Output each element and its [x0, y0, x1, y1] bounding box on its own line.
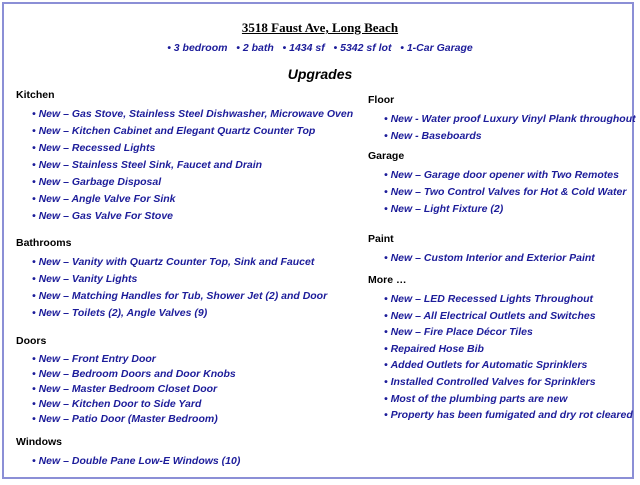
list-item: • New – Light Fixture (2): [384, 201, 626, 218]
list-item: • New – Front Entry Door: [32, 352, 236, 367]
list-item: • New – Two Control Valves for Hot & Cold Water: [384, 184, 626, 201]
item-list: [368, 111, 636, 145]
list-item: • Added Outlets for Automatic Sprinklers: [384, 357, 633, 374]
list-item: • New – Garbage Disposal: [32, 174, 353, 191]
list-item: • New – Bedroom Doors and Door Knobs: [32, 367, 236, 382]
list-item: • New – Toilets (2), Angle Valves (9): [32, 305, 327, 322]
section-garage: [368, 150, 626, 218]
list-item: • Repaired Hose Bib: [384, 341, 633, 358]
section-floor: [368, 94, 636, 145]
item-list: [16, 453, 240, 470]
section-bathrooms: [16, 237, 327, 322]
item-list: [368, 167, 626, 218]
item-list: [16, 254, 327, 322]
list-item: • New – Garage door opener with Two Remotes: [384, 167, 626, 184]
property-address: 3518 Faust Ave, Long Beach: [241, 20, 399, 35]
upgrades-heading: Upgrades: [287, 66, 353, 82]
section-more: [368, 274, 633, 424]
section-title: More …: [368, 274, 407, 286]
item-list: [368, 250, 595, 267]
section-title: Garage: [368, 150, 405, 162]
section-kitchen: [16, 89, 353, 225]
section-title: Doors: [16, 335, 47, 347]
list-item: • New – Kitchen Door to Side Yard: [32, 397, 236, 412]
list-item: • Property has been fumigated and dry rot cleared: [384, 407, 633, 424]
list-item: • New - Water proof Luxury Vinyl Plank throughout: [384, 111, 636, 128]
list-item: • New – Recessed Lights: [32, 140, 353, 157]
section-title: Paint: [368, 233, 394, 245]
spec-garage: • 1-Car Garage: [400, 42, 473, 54]
list-item: • New – Angle Valve For Sink: [32, 191, 353, 208]
list-item: • New – Custom Interior and Exterior Paint: [384, 250, 595, 267]
list-item: • Installed Controlled Valves for Sprinklers: [384, 374, 633, 391]
list-item: • New - Baseboards: [384, 128, 636, 145]
section-title: Bathrooms: [16, 237, 72, 249]
spec-lot-size: • 5342 sf lot: [333, 42, 392, 54]
list-item: • New – Gas Stove, Stainless Steel Dishwasher, Microwave Oven: [32, 106, 353, 123]
list-item: • New – Vanity with Quartz Counter Top, Sink and Faucet: [32, 254, 327, 271]
list-item: • New – Stainless Steel Sink, Faucet and Drain: [32, 157, 353, 174]
list-item: • New – Gas Valve For Stove: [32, 208, 353, 225]
list-item: • Most of the plumbing parts are new: [384, 391, 633, 408]
spec-baths: • 2 bath: [236, 42, 274, 54]
list-item: • New – Master Bedroom Closet Door: [32, 382, 236, 397]
section-windows: [16, 436, 240, 470]
list-item: • New – Double Pane Low-E Windows (10): [32, 453, 240, 470]
section-doors: [16, 335, 236, 427]
list-item: • New – Kitchen Cabinet and Elegant Quartz Counter Top: [32, 123, 353, 140]
list-item: • New – LED Recessed Lights Throughout: [384, 291, 633, 308]
section-title: Floor: [368, 94, 395, 106]
list-item: • New – All Electrical Outlets and Switches: [384, 308, 633, 325]
spec-bedrooms: • 3 bedroom: [167, 42, 228, 54]
section-title: Kitchen: [16, 89, 55, 101]
list-item: • New – Matching Handles for Tub, Shower Jet (2) and Door: [32, 288, 327, 305]
spec-living-area: • 1434 sf: [282, 42, 325, 54]
list-item: • New – Patio Door (Master Bedroom): [32, 412, 236, 427]
property-specs: [0, 42, 640, 54]
list-item: • New – Fire Place Décor Tiles: [384, 324, 633, 341]
item-list: [16, 106, 353, 225]
list-item: • New – Vanity Lights: [32, 271, 327, 288]
section-paint: [368, 233, 595, 267]
item-list: [16, 352, 236, 427]
section-title: Windows: [16, 436, 62, 448]
item-list: [368, 291, 633, 424]
